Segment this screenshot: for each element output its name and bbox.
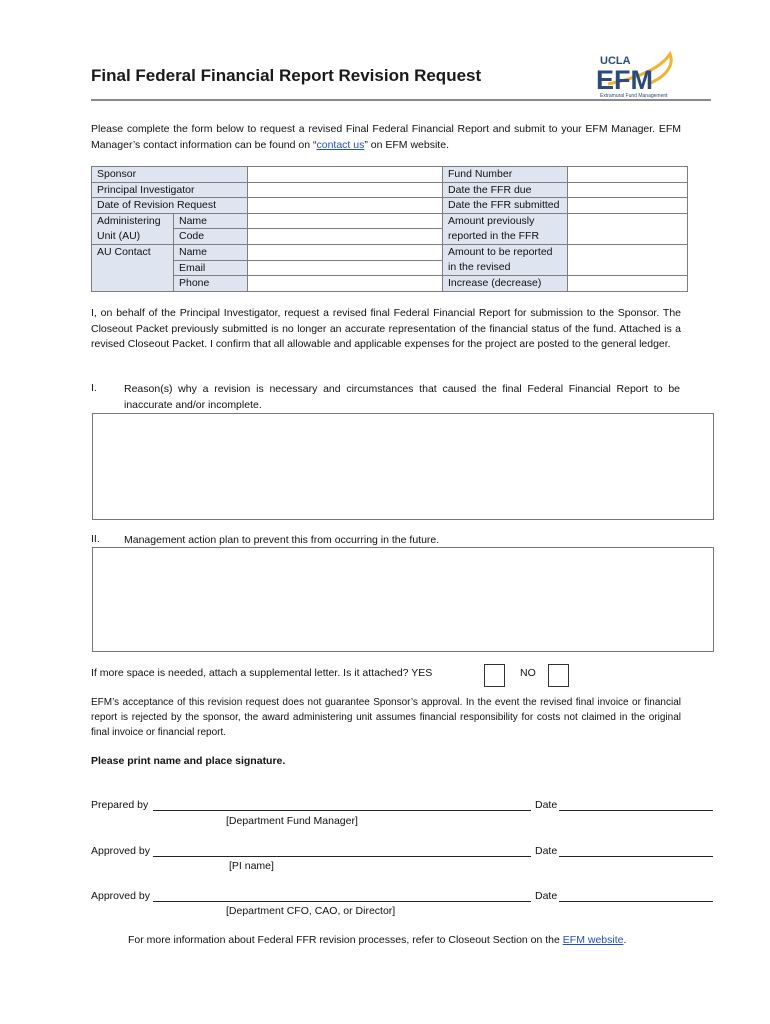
no-label: NO — [520, 667, 536, 679]
reason-textarea[interactable] — [92, 413, 714, 520]
section-2-number: II. — [91, 533, 100, 545]
fund-number-label: Fund Number — [443, 167, 568, 183]
pi-statement: I, on behalf of the Principal Investigator, request a revised final Federal Financial Report for submission to the Sponsor. The Closeout Packet previously submitted is no longer an accurate representation of the financial status of the fund. Attached is a revised Closeout Packet. I confirm that all allowable and applicable expenses for the project are posted to the general ledger. — [91, 307, 681, 350]
yes-checkbox[interactable] — [484, 664, 505, 687]
sponsor-label: Sponsor — [92, 167, 248, 183]
footer-note: For more information about Federal FFR revision processes, refer to Closeout Section on the EFM website. — [128, 934, 627, 946]
approved-by-pi-role: [PI name] — [229, 860, 274, 872]
approved-by-director-signature-line[interactable] — [153, 901, 531, 902]
au-code-field[interactable] — [248, 229, 443, 245]
contact-us-link[interactable]: contact us — [316, 138, 365, 151]
email-label: Email — [174, 260, 248, 276]
prepared-by-label: Prepared by — [91, 799, 149, 811]
revision-date-field[interactable] — [248, 198, 443, 214]
action-plan-textarea[interactable] — [92, 547, 714, 652]
email-field[interactable] — [248, 260, 443, 276]
contact-name-label: Name — [174, 244, 248, 260]
au-contact-label: AU Contact — [92, 244, 174, 291]
phone-field[interactable] — [248, 276, 443, 292]
au-name-field[interactable] — [248, 213, 443, 229]
logo-efm: EFM — [596, 65, 653, 95]
ffr-due-label: Date the FFR due — [443, 182, 568, 198]
signature-prompt: Please print name and place signature. — [91, 755, 286, 767]
no-checkbox[interactable] — [548, 664, 569, 687]
au-name-label: Name — [174, 213, 248, 229]
sponsor-field[interactable] — [248, 167, 443, 183]
amount-revised-field[interactable] — [568, 244, 688, 275]
amount-previous-label: Amount previously reported in the FFR — [443, 213, 568, 244]
approved-by-pi-signature-line[interactable] — [153, 856, 531, 857]
pi-field[interactable] — [248, 182, 443, 198]
ffr-submitted-label: Date the FFR submitted — [443, 198, 568, 214]
amount-previous-field[interactable] — [568, 213, 688, 244]
disclaimer-paragraph: EFM’s acceptance of this revision request does not guarantee Sponsor’s approval. In the event the revised final invoice or financial report is rejected by the sponsor, the award administering unit assumes financial responsibility for costs not claimed in the original final invoice or financial report. — [91, 697, 681, 738]
ffr-due-field[interactable] — [568, 182, 688, 198]
revision-date-label: Date of Revision Request — [92, 198, 248, 214]
amount-revised-label: Amount to be reported in the revised — [443, 244, 568, 275]
increase-decrease-field[interactable] — [568, 276, 688, 292]
section-1-number: I. — [91, 382, 97, 394]
logo-subtitle: Extramural Fund Management — [600, 93, 668, 99]
section-1-text: Reason(s) why a revision is necessary and circumstances that caused the final Federal Financial Report to be inaccurate and/or incomplete. — [124, 383, 680, 411]
approved-by-pi-label: Approved by — [91, 845, 150, 857]
approved-by-director-date-label: Date — [535, 890, 558, 902]
prepared-by-date-line[interactable] — [559, 810, 713, 811]
approved-by-pi-date-label: Date — [535, 845, 558, 857]
prepared-by-date-label: Date — [535, 799, 558, 811]
efm-logo — [588, 50, 680, 100]
ffr-submitted-field[interactable] — [568, 198, 688, 214]
contact-name-field[interactable] — [248, 244, 443, 260]
prepared-by-signature-line[interactable] — [153, 810, 531, 811]
attachment-question: If more space is needed, attach a supplemental letter. Is it attached? YES — [91, 667, 433, 679]
efm-website-link[interactable]: EFM website — [562, 934, 624, 946]
logo-ucla: UCLA — [600, 55, 631, 67]
intro-paragraph: Please complete the form below to request a revised Final Federal Financial Report and submit to your EFM Manager. EFM Manager’s contact information can be found on “contact us” on EFM website. — [91, 123, 681, 151]
info-table — [91, 166, 688, 292]
phone-label: Phone — [174, 276, 248, 292]
section-2-text: Management action plan to prevent this from occurring in the future. — [124, 534, 440, 546]
approved-by-pi-date-line[interactable] — [559, 856, 713, 857]
admin-unit-label: Administering Unit (AU) — [92, 213, 174, 244]
fund-number-field[interactable] — [568, 167, 688, 183]
approved-by-director-role: [Department CFO, CAO, or Director] — [226, 905, 396, 917]
prepared-by-role: [Department Fund Manager] — [226, 815, 358, 827]
au-code-label: Code — [174, 229, 248, 245]
increase-decrease-label: Increase (decrease) — [443, 276, 568, 292]
page-title: Final Federal Financial Report Revision Request — [91, 66, 482, 85]
approved-by-director-label: Approved by — [91, 890, 150, 902]
approved-by-director-date-line[interactable] — [559, 901, 713, 902]
pi-label: Principal Investigator — [92, 182, 248, 198]
